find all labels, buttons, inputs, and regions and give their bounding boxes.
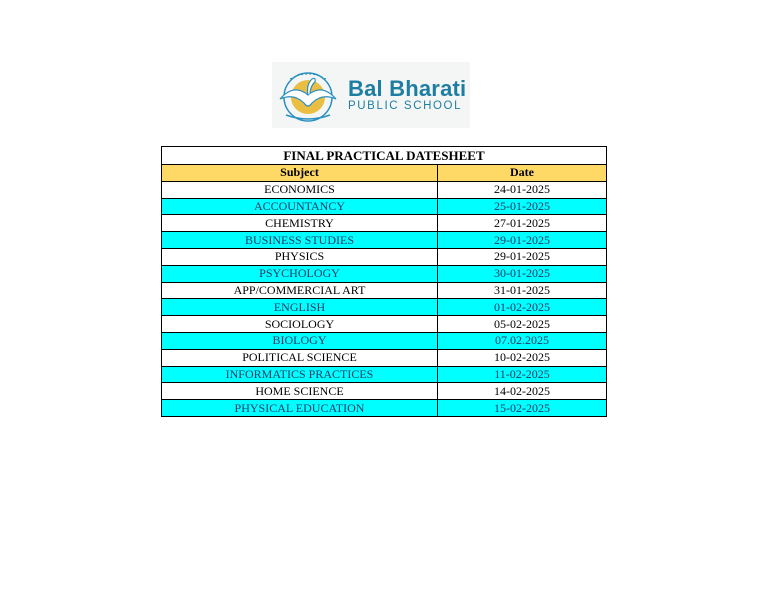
table-row [162,299,607,316]
table-row [162,282,607,299]
subject-cell: BIOLOGY [162,332,438,349]
table-row [162,332,607,349]
subject-cell: ENGLISH [162,299,438,316]
school-name: Bal Bharati [348,75,467,101]
datesheet-table [161,146,607,417]
table-row [162,366,607,383]
subject-cell: CHEMISTRY [162,215,438,232]
subject-cell: POLITICAL SCIENCE [162,349,438,366]
table-body [162,181,607,416]
date-cell: 07.02.2025 [438,332,607,349]
subject-cell: ACCOUNTANCY [162,198,438,215]
table-row [162,248,607,265]
table-row [162,383,607,400]
table-row [162,232,607,249]
subject-cell: PHYSICS [162,248,438,265]
table-row [162,265,607,282]
table-row [162,316,607,333]
date-cell: 01-02-2025 [438,299,607,316]
table-row [162,400,607,417]
table-row [162,181,607,198]
table-row [162,198,607,215]
date-cell: 15-02-2025 [438,400,607,417]
date-cell: 14-02-2025 [438,383,607,400]
subject-cell: ECONOMICS [162,181,438,198]
date-cell: 10-02-2025 [438,349,607,366]
date-cell: 05-02-2025 [438,316,607,333]
swan-emblem-icon [272,65,344,125]
school-logo [272,62,470,128]
subject-cell: BUSINESS STUDIES [162,232,438,249]
subject-cell: HOME SCIENCE [162,383,438,400]
table-row [162,349,607,366]
datesheet-title: FINAL PRACTICAL DATESHEET [162,147,607,165]
table-header-row [162,165,607,182]
subject-column-header: Subject [162,165,438,182]
date-cell: 30-01-2025 [438,265,607,282]
date-cell: 29-01-2025 [438,232,607,249]
subject-cell: APP/COMMERCIAL ART [162,282,438,299]
subject-cell: PSYCHOLOGY [162,265,438,282]
subject-cell: INFORMATICS PRACTICES [162,366,438,383]
subject-cell: PHYSICAL EDUCATION [162,400,438,417]
date-cell: 27-01-2025 [438,215,607,232]
school-subtitle: PUBLIC SCHOOL [348,99,463,112]
date-cell: 31-01-2025 [438,282,607,299]
date-cell: 25-01-2025 [438,198,607,215]
table-row [162,215,607,232]
date-cell: 29-01-2025 [438,248,607,265]
date-cell: 24-01-2025 [438,181,607,198]
date-column-header: Date [438,165,607,182]
date-cell: 11-02-2025 [438,366,607,383]
subject-cell: SOCIOLOGY [162,316,438,333]
